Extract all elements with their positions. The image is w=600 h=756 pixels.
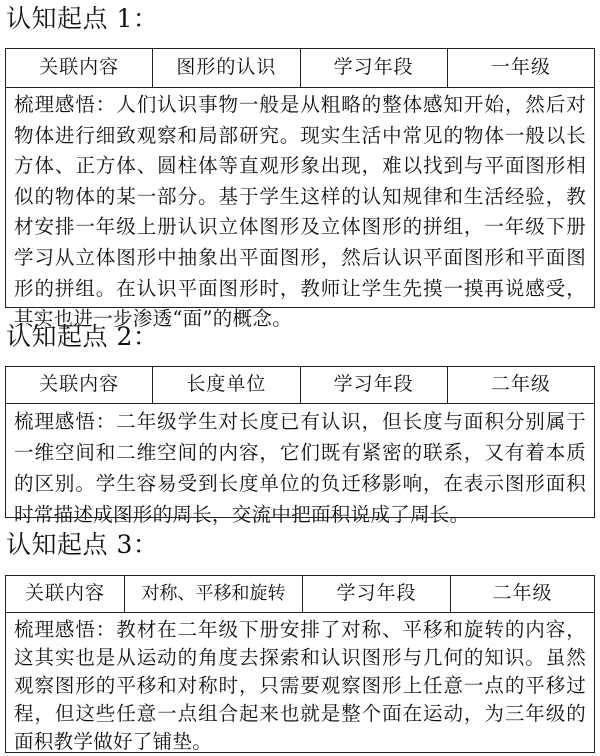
section-3-reflection: 梳理感悟：教材在二年级下册安排了对称、平移和旋转的内容，这其实也是从运动的角度去探索和认识图形与几何的知识。虽然观察图形的平移和对称时，只需要观察图形上任意一点的平移过程，但这些任意一点组合起来也就是整个面在运动，为三年级的面积教学做好了铺垫。 <box>14 618 586 753</box>
related-content-label: 关联内容 <box>6 49 153 87</box>
section-1-reflection: 梳理感悟：人们认识事物一般是从粗略的整体感知开始，然后对物体进行细致观察和局部研究。现实生活中常见的物体一般以长方体、正方体、圆柱体等直观形象出现，难以找到与平面图形相似的物体的某一部分。基于学生这样的认知规律和生活经验，教材安排一年级上册认识立体图形及立体图形的拼组，一年级下册学习从立体图形中抽象出平面图形，然后认识平面图形和平面图形的拼组。在认识平面图形时，教师让学生先摸一摸再说感受，其实也进一步渗透“面”的概念。 <box>14 93 586 331</box>
learning-stage-value: 一年级 <box>490 56 551 78</box>
related-content-label: 关联内容 <box>6 367 153 403</box>
section-2-reflection: 梳理感悟：二年级学生对长度已有认识，但长度与面积分别属于一维空间和二维空间的内容，它们既有紧密的联系，又有着本质的区别。学生容易受到长度单位的负迁移影响，在表示图形面积时常描述成图形的周长，交流中把面积说成了周长。 <box>14 410 586 526</box>
learning-stage-value: 二年级 <box>490 373 551 395</box>
related-content-value: 长度单位 <box>153 367 300 403</box>
learning-stage-label: 学习年段 <box>301 367 448 403</box>
section-2-header-row <box>6 367 594 404</box>
learning-stage-label: 学习年段 <box>301 49 448 87</box>
learning-stage-value: 二年级 <box>492 582 553 604</box>
section-1-header-row <box>6 49 594 88</box>
section-2-card <box>5 366 595 526</box>
related-content-value: 图形的认识 <box>153 49 300 87</box>
section-3-header-row <box>6 576 594 613</box>
section-3-card <box>5 575 595 753</box>
related-content-label: 关联内容 <box>6 576 125 612</box>
section-2-heading: 认知起点 2： <box>6 322 159 351</box>
section-1-card <box>5 48 595 331</box>
learning-stage-label: 学习年段 <box>303 576 451 612</box>
section-1-heading: 认知起点 1： <box>6 4 159 33</box>
section-3-heading: 认知起点 3： <box>6 530 159 559</box>
related-content-value: 对称、平移和旋转 <box>125 576 303 612</box>
